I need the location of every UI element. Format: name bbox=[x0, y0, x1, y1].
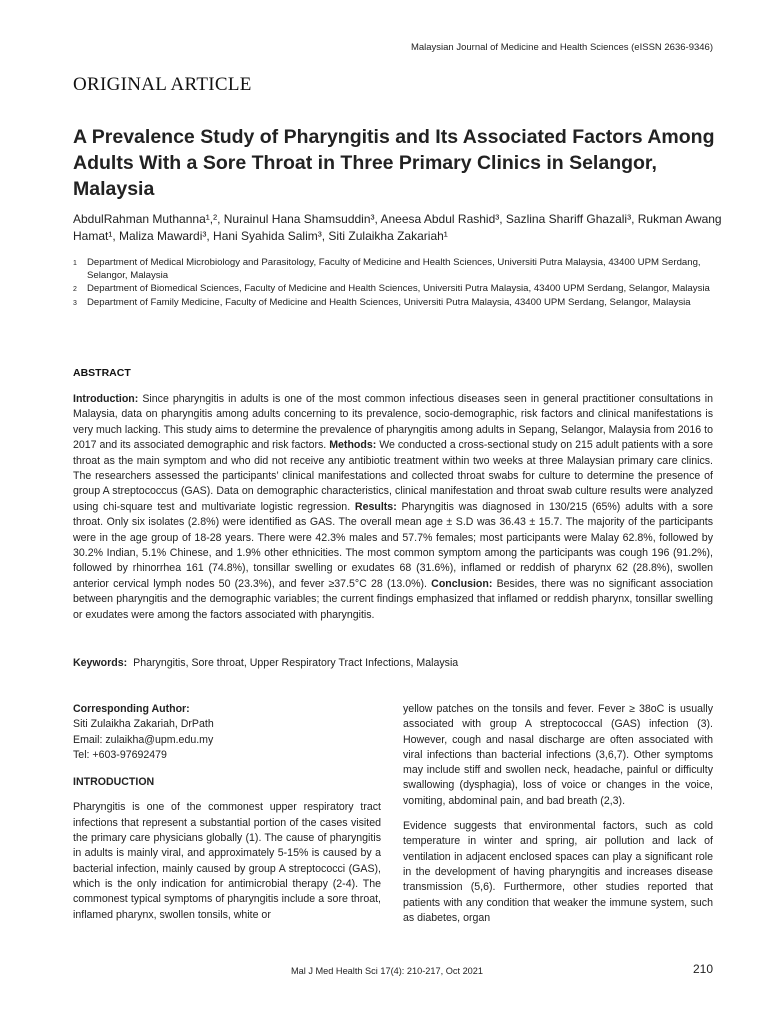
keywords bbox=[73, 657, 713, 669]
corresponding-author-email: Email: zulaikha@upm.edu.my bbox=[73, 733, 214, 746]
affiliation-item bbox=[73, 282, 713, 296]
abstract-results-label: Results: bbox=[354, 500, 397, 513]
introduction-paragraph: Pharyngitis is one of the commonest upper respiratory tract infections that represent a substantial portion of the cases visited the primary care physicians globally (1). The cause of pharyngitis in adults is mainly viral, and approximately 5-15% is caused by a bacterial infection, mainly caused by group A streptococci (GAS), which is the only indication for antimicrobial therapy (2-4). The commonest typical symptoms of pharyngitis include a sore throat, inflamed pharynx, swollen tonsils, white or bbox=[73, 801, 381, 921]
abstract-conclusion-text: Besides, there was no significant association between pharyngitis and the demographic variables; the current findings emphasized that inflamed or reddish pharynx, tonsillar swelling or exudates were among the factors associated with pharyngitis. bbox=[73, 577, 714, 621]
abstract-methods-label: Methods: bbox=[329, 439, 377, 452]
affiliation-text: Department of Family Medicine, Faculty of Medicine and Health Sciences, Universiti Putra Malaysia, 43400 UPM Serdang, Selangor, Malaysia bbox=[87, 297, 691, 308]
corresponding-author-tel: Tel: +603-97692479 bbox=[73, 748, 167, 761]
footer-citation: Mal J Med Health Sci 17(4): 210-217, Oct 2021 bbox=[291, 966, 484, 976]
affiliation-item bbox=[73, 256, 713, 282]
abstract-conclusion-label: Conclusion: bbox=[431, 577, 493, 590]
corresponding-author-name: Siti Zulaikha Zakariah, DrPath bbox=[73, 718, 214, 731]
keywords-text: Pharyngitis, Sore throat, Upper Respiratory Tract Infections, Malaysia bbox=[133, 657, 459, 669]
page-number: 210 bbox=[692, 962, 713, 976]
abstract-heading: ABSTRACT bbox=[73, 367, 131, 379]
abstract-methods-text: We conducted a cross-sectional study on 215 adult patients with a sore throat as the main symptom and who did not receive any antibiotic treatment within two weeks at three Malaysian primary care clinics. The researchers assessed the participants’ clinical manifestations and collected throat swabs for culture to determine the presence of group A streptococcus (GAS). Data on demographic characteristics, clinical manifestation and throat swab culture results were analyzed using chi-square test and multivariate logistic regression. bbox=[73, 439, 713, 513]
affiliations bbox=[73, 256, 713, 310]
abstract-intro-label: Introduction: bbox=[73, 393, 139, 405]
article-type: ORIGINAL ARTICLE bbox=[73, 74, 252, 95]
left-column bbox=[73, 702, 381, 933]
author-list: AbdulRahman Muthanna¹,², Nurainul Hana Shamsuddin³, Aneesa Abdul Rashid³, Sazlina Shariff Ghazali³, Rukman Awang Hamat¹, Maliza Mawardi³, Hani Syahida Salim³, Siti Zulaikha Zakariah¹ bbox=[73, 212, 722, 243]
affiliation-text: Department of Biomedical Sciences, Faculty of Medicine and Health Sciences, Universiti Putra Malaysia, 43400 UPM Serdang, Selangor, Malaysia bbox=[87, 283, 710, 294]
article-title: A Prevalence Study of Pharyngitis and Its Associated Factors Among Adults With a Sore Throat in Three Primary Clinics in Selangor, Malaysia bbox=[73, 126, 715, 200]
introduction-paragraph: Evidence suggests that environmental factors, such as cold temperature in winter and spring, air pollution and lack of ventilation in adjacent enclosed spaces can play a significant role in the development of having pharyngitis and increases disease transmission (5,6). Furthermore, other studies reported that patients with any condition that weaker the immune system, such as diabetes, organ bbox=[403, 820, 713, 924]
corresponding-author-heading: Corresponding Author: bbox=[73, 703, 190, 715]
affiliation-number: 2 bbox=[73, 286, 77, 293]
abstract-results-text: Pharyngitis was diagnosed in 130/215 (65%) adults with a sore throat. Only six isolates (2.8%) were identified as GAS. The overall mean age ± S.D was 36.43 ± 15.7. The majority of the participants were in the age group of 18-28 years. There were 42.3% males and 57.7% females; most participants were Malay 62.8%, followed by 30.2% Indian, 5.1% Chinese, and 1.9% other ethnicities. The most common symptom among the participants was cough 196 (91.2%), followed by rhinorrhea 161 (74.8%), tonsillar swelling or exudates 68 (31.6%), inflamed or reddish of pharynx 62 (28.8%), swollen anterior cervical lymph nodes 50 (23.3%), and fever ≥37.5°C 28 (13.0%). bbox=[73, 500, 714, 590]
abstract-body bbox=[73, 392, 713, 623]
affiliation-number: 3 bbox=[73, 300, 77, 307]
affiliation-number: 1 bbox=[73, 260, 77, 267]
affiliation-item bbox=[73, 296, 713, 310]
abstract-intro-text: Since pharyngitis in adults is one of the most common infectious diseases seen in general practitioner consultations in Malaysia, data on pharyngitis among adults concerning to its prevalence, socio-demographic, risk factors and clinical manifestations is very much lacking. This study aims to determine the prevalence of pharyngitis among adults in Sepang, Selangor, Malaysia from 2016 to 2017 and its associated demographic and risk factors. bbox=[73, 393, 713, 452]
affiliation-text: Department of Medical Microbiology and Parasitology, Faculty of Medicine and Health Sciences, Universiti Putra Malaysia, 43400 UPM Serdang, Selangor, Malaysia bbox=[87, 257, 701, 281]
introduction-heading: INTRODUCTION bbox=[73, 776, 155, 789]
journal-name: Malaysian Journal of Medicine and Health Sciences (eISSN 2636-9346) bbox=[410, 42, 713, 53]
right-column bbox=[403, 702, 713, 936]
keywords-label: Keywords: bbox=[73, 657, 128, 669]
introduction-paragraph: yellow patches on the tonsils and fever. Fever ≥ 38oC is usually associated with group A streptococcal (GAS) infection (3). However, cough and nasal discharge are often associated with viral infections than bacterial infections (3,6,7). Other symptoms may include stiff and swollen neck, headache, painful or difficulty swallowing (dysphagia), loss of voice or changes in the voice, vomiting, abdominal pain, and bad breath (2,3). bbox=[403, 703, 713, 807]
